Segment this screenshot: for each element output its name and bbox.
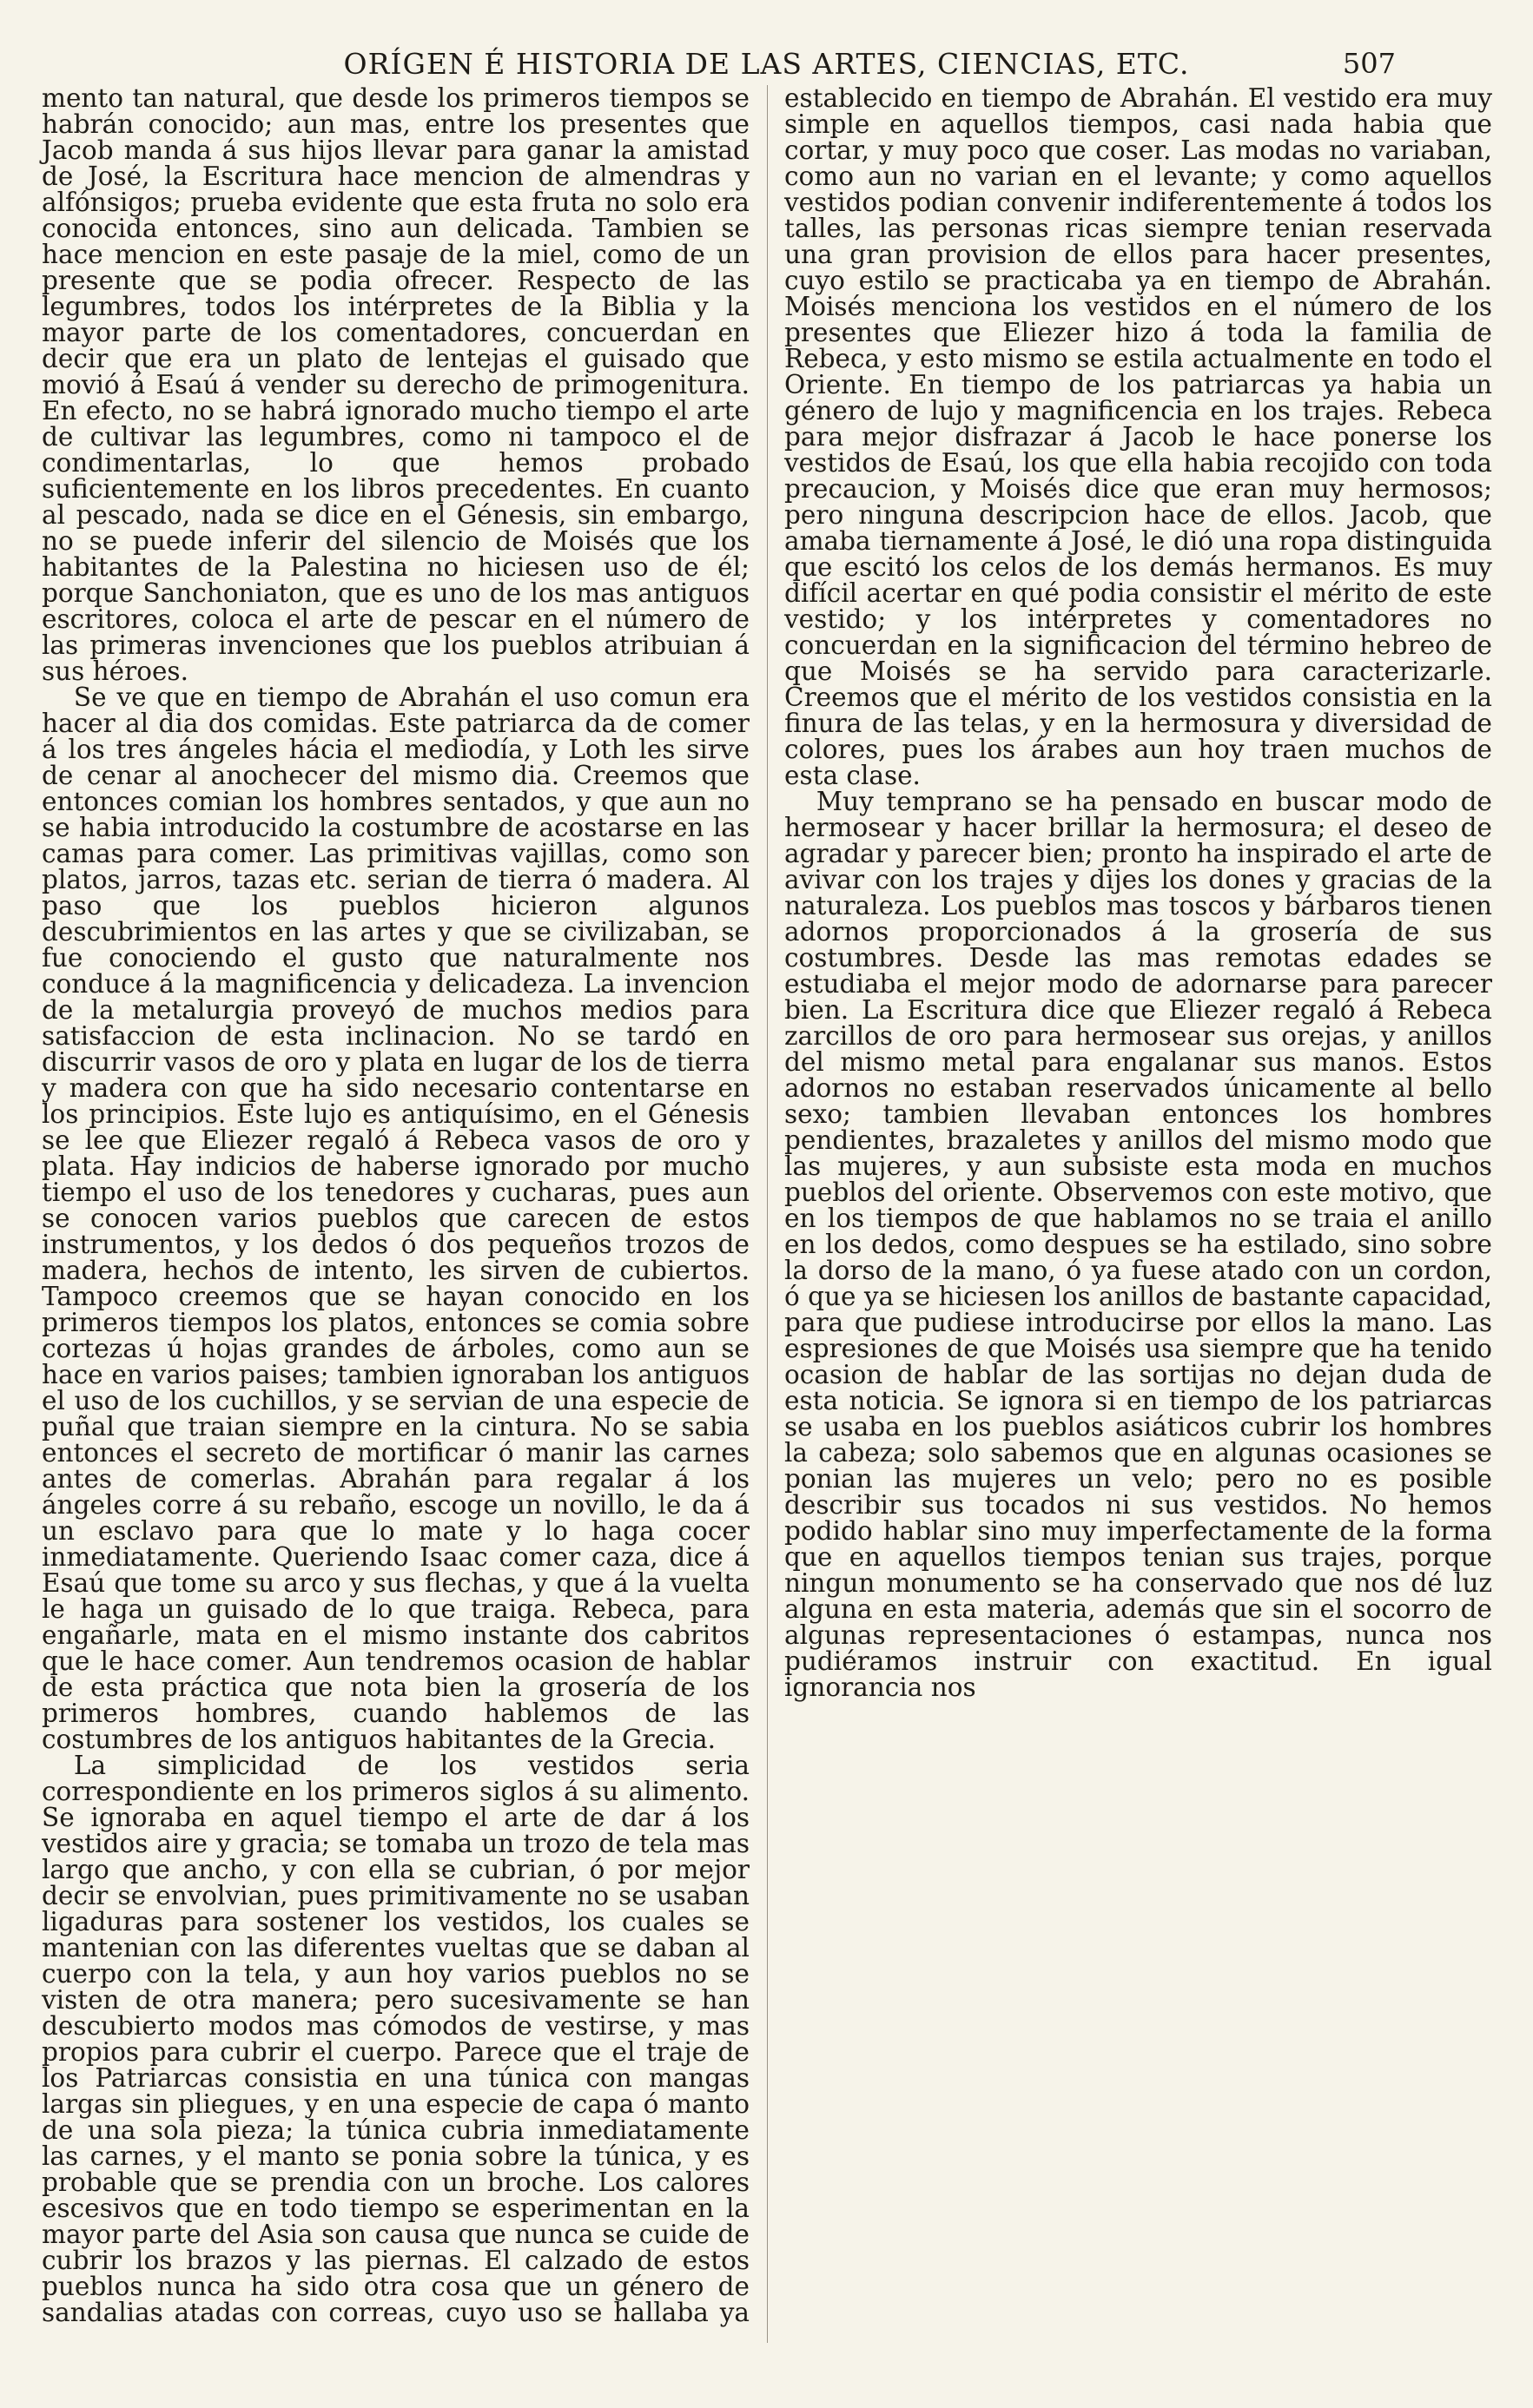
body-text [42,85,1492,2343]
page-number: 507 [1342,47,1396,80]
running-title: ORÍGEN É HISTORIA DE LAS ARTES, CIENCIAS, ETC. [343,47,1190,81]
paragraph: La simplicidad de los vestidos seria correspondiente en los primeros siglos á su alimento. Se ignoraba en aquel tiempo el arte de dar á los vestidos aire y gracia; se tomaba un trozo de tela mas largo que ancho, y con ella se cubrian, ó por mejor decir se envolvian, pues primitivamente no se usaban ligaduras para sostener los vestidos, los cuales se mantenian con las diferentes vueltas que se daban al cuerpo con la tela, y aun hoy varios pueblos no se visten de otra manera; pero sucesivamente se han descubierto modos mas cómodos de vestirse, y mas propios para cubrir el cuerpo. Parece que el traje de los Patriarcas consistia en una túnica con mangas largas sin pliegues, y en una especie de capa ó manto de una sola pieza; la túnica cubria inmediatamente las carnes, y el manto se ponia sobre la túnica, y es probable que se prendia con un broche. Los calores escesivos que en todo tiempo se esperimentan en la mayor parte del Asia son causa que nunca se cuide de cubrir los brazos y las piernas. El calzado de estos pueblos nunca ha sido otra cosa que un género de sandalias atadas con correas, cuyo uso se hallaba ya establecido en tiempo de Abrahán. El vestido era muy simple en aquellos tiempos, casi nada habia que cortar, y muy poco que coser. Las modas no variaban, como aun no varian en el levante; y como aquellos vestidos podian convenir indiferentemente á todos los talles, las personas ricas siempre tenian reservada una gran provision de ellos para hacer presentes, cuyo estilo se practicaba ya en tiempo de Abrahán. Moisés menciona los vestidos en el número de los presentes que Eliezer hizo á toda la familia de Rebeca, y esto mismo se estila actualmente en todo el Oriente. En tiempo de los patriarcas ya habia un género de lujo y magnificencia en los trajes. Rebeca para mejor disfrazar á Jacob le hace ponerse los vestidos de Esaú, los que ella habia recojido con toda precaucion, y Moisés dice que eran muy hermosos; pero ninguna descripcion hace de ellos. Jacob, que amaba tiernamente á José, le dió una ropa distinguida que escitó los celos de los demás hermanos. Es muy difícil acertar en qué podia consistir el mérito de este vestido; y los intérpretes y comentadores no concuerdan en la significacion del término hebreo de que Moisés se ha servido para caracterizarle. Creemos que el mérito de los vestidos consistia en la finura de las telas, y en la hermosura y diversidad de colores, pues los árabes aun hoy traen muchos de esta clase. [42,83,1492,2327]
paragraph: Muy temprano se ha pensado en buscar modo de hermosear y hacer brillar la hermosura; el deseo de agradar y parecer bien; pronto ha inspirado el arte de avivar con los trajes y dijes los dones y gracias de la naturaleza. Los pueblos mas toscos y bárbaros tienen adornos proporcionados á la grosería de sus costumbres. Desde las mas remotas edades se estudiaba el mejor modo de adornarse para parecer bien. La Escritura dice que Eliezer regaló á Rebeca zarcillos de oro para hermosear sus orejas, y anillos del mismo metal para engalanar sus manos. Estos adornos no estaban reservados únicamente al bello sexo; tambien llevaban entonces los hombres pendientes, brazaletes y anillos del mismo modo que las mujeres, y aun subsiste esta moda en muchos pueblos del oriente. Observemos con este motivo, que en los tiempos de que hablamos no se traia el anillo en los dedos, como despues se ha estilado, sino sobre la dorso de la mano, ó ya fuese atado con un cordon, ó que ya se hiciesen los anillos de bastante capacidad, para que pudiese introducirse por ellos la mano. Las espresiones de que Moisés usa siempre que ha tenido ocasion de hablar de las sortijas no dejan duda de esta noticia. Se ignora si en tiempo de los patriarcas se usaba en los pueblos asiáticos cubrir los hombres la cabeza; solo sabemos que en algunas ocasiones se ponian las mujeres un velo; pero no es posible describir sus tocados ni sus vestidos. No hemos podido hablar sino muy imperfectamente de la forma que en aquellos tiempos tenian sus trajes, porque ningun monumento se ha conservado que nos dé luz alguna en esta materia, además que sin el socorro de algunas representaciones ó estampas, nunca nos pudiéramos instruir con exactitud. En igual ignorancia nos [784,787,1492,1702]
paragraph: mento tan natural, que desde los primeros tiempos se habrán conocido; aun mas, entre los presentes que Jacob manda á sus hijos llevar para ganar la amistad de José, la Escritura hace mencion de almendras y alfónsigos; prueba evidente que esta fruta no solo era conocida entonces, sino aun delicada. Tambien se hace mencion en este pasaje de la miel, como de un presente que se podia ofrecer. Respecto de las legumbres, todos los intérpretes de la Biblia y la mayor parte de los comentadores, concuerdan en decir que era un plato de lentejas el guisado que movió á Esaú á vender su derecho de primogenitura. En efecto, no se habrá ignorado mucho tiempo el arte de cultivar las legumbres, como ni tampoco el de condimentarlas, lo que hemos probado suficientemente en los libros precedentes. En cuanto al pescado, nada se dice en el Génesis, sin embargo, no se puede inferir del silencio de Moisés que los habitantes de la Palestina no hiciesen uso de él; porque Sanchoniaton, que es uno de los mas antiguos escritores, coloca el arte de pescar en el número de las primeras invenciones que los pueblos atribuian á sus héroes. [42,83,750,686]
page-header [26,35,1507,87]
paragraph: Se ve que en tiempo de Abrahán el uso comun era hacer al dia dos comidas. Este patriarca da de comer á los tres ángeles hácia el mediodía, y Loth les sirve de cenar al anochecer del mismo dia. Creemos que entonces comian los hombres sentados, y que aun no se habia introducido la costumbre de acostarse en las camas para comer. Las primitivas vajillas, como son platos, jarros, tazas etc. serian de tierra ó madera. Al paso que los pueblos hicieron algunos descubrimientos en las artes y que se civilizaban, se fue conociendo el gusto que naturalmente nos conduce á la magnificencia y delicadeza. La invencion de la metalurgia proveyó de muchos medios para satisfaccion de esta inclinacion. No se tardó en discurrir vasos de oro y plata en lugar de los de tierra y madera con que ha sido necesario contentarse en los principios. Este lujo es antiquísimo, en el Génesis se lee que Eliezer regaló á Rebeca vasos de oro y plata. Hay indicios de haberse ignorado por mucho tiempo el uso de los tenedores y cucharas, pues aun se conocen varios pueblos que carecen de estos instrumentos, y los dedos ó dos pequeños trozos de madera, hechos de intento, les sirven de cubiertos. Tampoco creemos que se hayan conocido en los primeros tiempos los platos, entonces se comia sobre cortezas ú hojas grandes de árboles, como aun se hace en varios paises; tambien ignoraban los antiguos el uso de los cuchillos, y se servian de una especie de puñal que traian siempre en la cintura. No se sabia entonces el secreto de mortificar ó manir las carnes antes de comerlas. Abrahán para regalar á los ángeles corre á su rebaño, escoge un novillo, le da á un esclavo para que lo mate y lo haga cocer inmediatamente. Queriendo Isaac comer caza, dice á Esaú que tome su arco y sus flechas, y que á la vuelta le haga un guisado de lo que traiga. Rebeca, para engañarle, mata en el mismo instante dos cabritos que le hace comer. Aun tendremos ocasion de hablar de esta práctica que nota bien la grosería de los primeros hombres, cuando hablemos de las costumbres de los antiguos habitantes de la Grecia. [42,683,750,1754]
